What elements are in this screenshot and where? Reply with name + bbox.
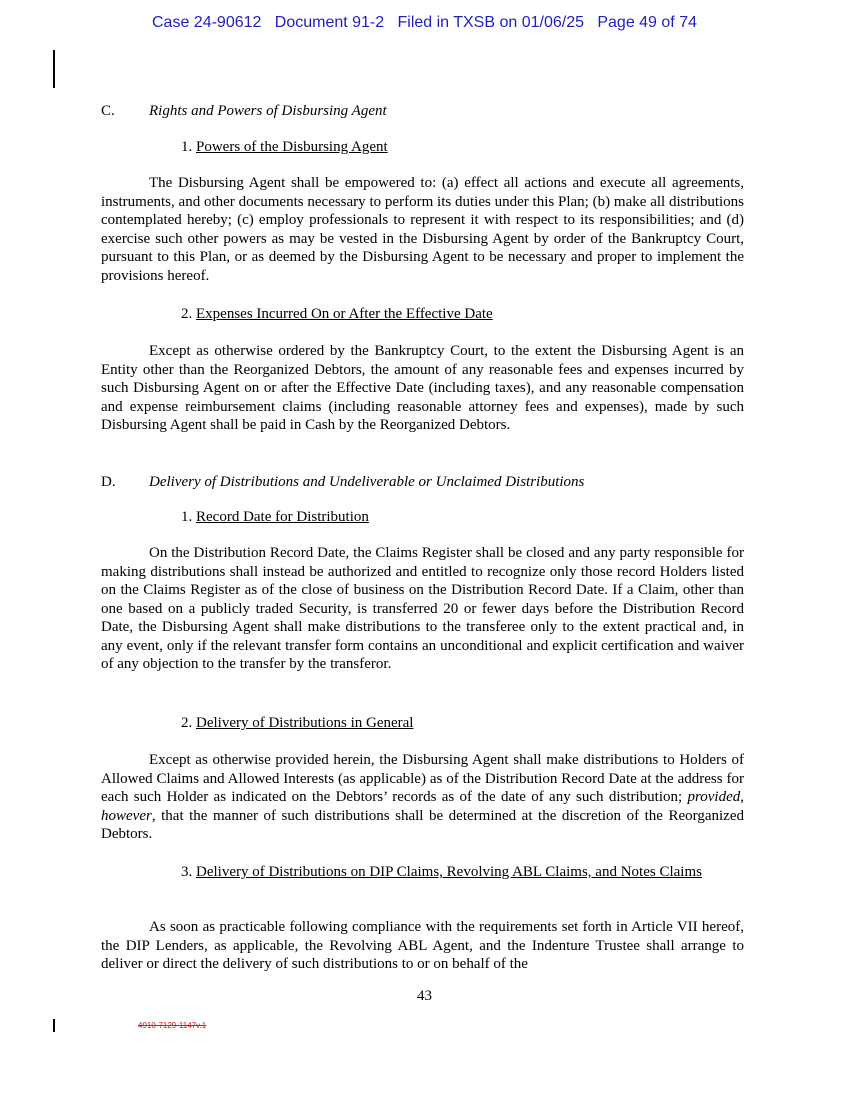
section-d-heading — [101, 473, 584, 491]
subsection-heading — [181, 508, 369, 526]
paragraph — [101, 751, 744, 844]
subsection-title: Delivery of Distributions on DIP Claims, Revolving ABL Claims, and Notes Claims — [196, 864, 702, 880]
paragraph-italic: however — [101, 807, 152, 824]
change-bar-bottom — [53, 1019, 55, 1032]
paragraph-text: , that the manner of such distributions shall be determined at the discretion of the Reorganized Debtors. — [101, 807, 744, 842]
paragraph: As soon as practicable following compliance with the requirements set forth in Article VII hereof, the DIP Lenders, as applicable, the Revolving ABL Agent, and the Indenture Trustee shall arrange to deliver or direct the delivery of such distributions to or on behalf of the — [101, 919, 744, 972]
subsection-heading — [181, 305, 493, 323]
subsection-number: 3. — [181, 864, 193, 880]
subsection-heading — [181, 138, 388, 156]
page-info: Page 49 of 74 — [597, 14, 697, 31]
paragraph-italic: provided — [687, 789, 741, 805]
subsection-heading — [181, 714, 413, 732]
filing-header — [0, 14, 849, 32]
subsection-title: Powers of the Disbursing Agent — [196, 139, 388, 155]
subsection-number: 2. — [181, 715, 193, 731]
subsection-number: 1. — [181, 509, 193, 525]
section-title: Rights and Powers of Disbursing Agent — [149, 103, 387, 119]
page-number: 43 — [417, 988, 432, 1004]
subsection-number: 1. — [181, 139, 193, 155]
filed-info: Filed in TXSB on 01/06/25 — [397, 14, 584, 31]
document-id: 4910-7129-1147v.1 — [138, 1021, 207, 1030]
document-number: Document 91-2 — [274, 14, 385, 31]
paragraph-text: , — [740, 789, 744, 805]
paragraph: On the Distribution Record Date, the Claims Register shall be closed and any party responsible for making distributions shall instead be authorized and entitled to recognize only those record Holders listed on the Claims Register as of the close of business on the Distribution Record Date. If a Claim, other than one based on a publicly traded Security, is transferred 20 or fewer days before the Distribution Record Date, the Disbursing Agent shall make distributions to the transferee only to the extent practical and, in any event, only if the relevant transfer form contains an unconditional and explicit certification and waiver of any objection to the transfer by the transferor. — [101, 545, 744, 672]
subsection-title: Delivery of Distributions in General — [196, 715, 414, 731]
section-letter: C. — [101, 103, 115, 119]
section-letter: D. — [101, 474, 116, 490]
section-c-heading — [101, 102, 387, 120]
subsection-title: Record Date for Distribution — [196, 509, 369, 525]
case-number: Case 24-90612 — [152, 14, 262, 31]
paragraph: Except as otherwise ordered by the Bankruptcy Court, to the extent the Disbursing Agent is an Entity other than the Reorganized Debtors, the amount of any reasonable fees and expenses incurred by such Disbursing Agent on or after the Effective Date (including taxes), and any reasonable compensation and expense reimbursement claims (including reasonable attorney fees and expenses), made by such Disbursing Agent shall be paid in Cash by the Reorganized Debtors. — [101, 343, 744, 433]
change-bar-top — [53, 50, 55, 88]
paragraph-text: Except as otherwise provided herein, the Disbursing Agent shall make distributions to Holders of Allowed Claims and Allowed Interests (as applicable) as of the Distribution Record Date at the address for each such Holder as indicated on the Debtors’ records as of the date of any such distribution; — [101, 752, 744, 805]
paragraph: The Disbursing Agent shall be empowered to: (a) effect all actions and execute all agreements, instruments, and other documents necessary to perform its duties under this Plan; (b) make all distributions contemplated hereby; (c) employ professionals to represent it with respect to its responsibilities; and (d) exercise such other powers as may be vested in the Disbursing Agent by order of the Bankruptcy Court, pursuant to this Plan, or as deemed by the Disbursing Agent to be necessary and proper to implement the provisions hereof. — [101, 175, 744, 284]
subsection-heading — [131, 863, 748, 882]
subsection-number: 2. — [181, 306, 193, 322]
subsection-title: Expenses Incurred On or After the Effective Date — [196, 306, 493, 322]
section-title: Delivery of Distributions and Undeliverable or Unclaimed Distributions — [149, 474, 585, 490]
